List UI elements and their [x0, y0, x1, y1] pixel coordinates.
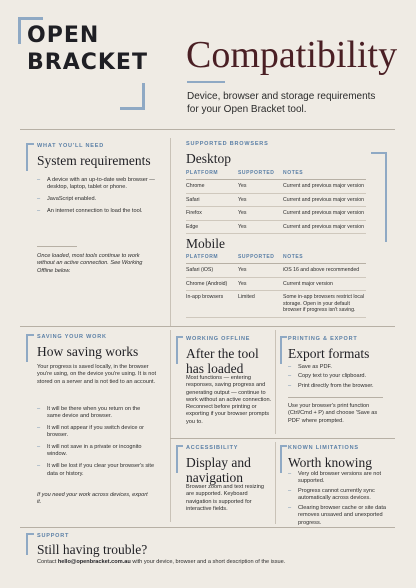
support-suffix: with your device, browser and a short description of the issue. [130, 559, 286, 565]
column-divider [170, 138, 171, 326]
column-header: NOTES [283, 168, 366, 180]
section-divider [170, 438, 395, 439]
list-item: – Very old browser versions are not supported. [288, 471, 388, 486]
table-cell: Current and previous major version [283, 193, 366, 207]
list-item: – It will not save in a private or incognito window. [37, 444, 155, 459]
requirements-list [37, 177, 155, 220]
column-divider [275, 330, 276, 434]
table-cell: Current and previous major version [283, 207, 366, 221]
table-cell: Chrome [186, 180, 238, 194]
section-bracket [371, 152, 387, 242]
section-bracket [26, 533, 34, 555]
table-cell: Limited [238, 291, 283, 318]
support-email-link[interactable]: hello@openbracket.com.au [57, 559, 131, 565]
section-divider [20, 326, 395, 327]
table-cell: In-app browsers [186, 291, 238, 318]
saving-title: How saving works [37, 344, 139, 359]
list-item: – It will be there when you return on the same device and browser. [37, 406, 155, 421]
table-cell: Yes [238, 220, 283, 234]
table-cell: Firefox [186, 207, 238, 221]
table-cell: Edge [186, 220, 238, 234]
table-row [186, 180, 366, 194]
list-item: – A device with an up-to-date web browser — desktop, laptop, tablet or phone. [37, 177, 155, 192]
section-bracket [26, 143, 34, 171]
column-header: PLATFORM [186, 168, 238, 180]
limitations-list [288, 471, 388, 530]
table-cell: Safari (iOS) [186, 264, 238, 278]
logo-bracket-bottom-right [120, 83, 145, 110]
header-divider [20, 129, 395, 130]
support-text [37, 559, 397, 566]
offline-title: After the tool has loaded [186, 346, 259, 376]
table-row [186, 220, 366, 234]
table-cell: Yes [238, 277, 283, 291]
export-list [288, 364, 388, 392]
list-item: – It will not appear if you switch device or browser. [37, 425, 155, 440]
table-row [186, 277, 366, 291]
table-cell: Yes [238, 264, 283, 278]
browsers-kicker: SUPPORTED BROWSERS [186, 141, 269, 147]
requirements-note: Once loaded, most tools continue to work without an active connection. See Working Offline below. [37, 253, 143, 274]
column-header: SUPPORTED [238, 168, 283, 180]
table-row [186, 193, 366, 207]
column-header: PLATFORM [186, 252, 238, 264]
list-item: – Copy text to your clipboard. [288, 373, 388, 380]
table-cell: Yes [238, 207, 283, 221]
section-bracket [176, 336, 183, 364]
saving-kicker: SAVING YOUR WORK [37, 334, 107, 340]
table-cell: Current and previous major version [283, 220, 366, 234]
saving-list [37, 406, 155, 482]
accessibility-kicker: ACCESSIBILITY [186, 445, 239, 451]
list-item: – It will be lost if you clear your browser's site data or history. [37, 463, 155, 478]
section-bracket [280, 445, 287, 473]
brand-line-2: BRACKET [27, 50, 148, 75]
export-kicker: PRINTING & EXPORT [288, 336, 358, 342]
support-kicker: SUPPORT [37, 533, 70, 539]
offline-body: Most functions — entering responses, saving progress and generating output — continue to work without an active connection. Reconnect before printing or exporting if your browser prompts you to. [186, 375, 272, 425]
mobile-title: Mobile [186, 236, 225, 251]
table-cell: Some in-app browsers restrict local storage. Open in your default browser if progress isn't saving. [283, 291, 366, 318]
table-cell: Chrome (Android) [186, 277, 238, 291]
table-row [186, 207, 366, 221]
brand-logo [27, 22, 148, 76]
list-item: – Progress cannot currently sync automatically across devices. [288, 488, 388, 503]
section-divider [20, 527, 395, 528]
requirements-kicker: WHAT YOU'LL NEED [37, 143, 104, 149]
list-item: – Print directly from the browser. [288, 383, 388, 390]
limitations-title: Worth knowing [288, 455, 373, 470]
requirements-title: System requirements [37, 153, 151, 168]
accessibility-body: Browser zoom and text resizing are supported. Keyboard navigation is supported for interactive fields. [186, 484, 265, 512]
support-title: Still having trouble? [37, 542, 148, 557]
section-bracket [280, 336, 287, 364]
export-note: Use your browser's print function (Ctrl/Cmd + P) and choose 'Save as PDF' where prompted. [288, 403, 378, 424]
limitations-kicker: KNOWN LIMITATIONS [288, 445, 359, 451]
desktop-browser-table [186, 168, 366, 234]
table-cell: Current and previous major version [283, 180, 366, 194]
requirements-note-rule [37, 246, 77, 247]
saving-note: If you need your work across devices, export it. [37, 492, 148, 506]
section-bracket [26, 334, 34, 362]
support-prefix: Contact [37, 559, 58, 565]
column-header: NOTES [283, 252, 366, 264]
desktop-title: Desktop [186, 151, 231, 166]
table-row [186, 291, 366, 318]
table-cell: iOS 16 and above recommended [283, 264, 366, 278]
offline-kicker: WORKING OFFLINE [186, 336, 251, 342]
list-item: – JavaScript enabled. [37, 196, 155, 203]
column-header: SUPPORTED [238, 252, 283, 264]
list-item: – Save as PDF. [288, 364, 388, 371]
page-subtitle: Device, browser and storage requirements for your Open Bracket tool. [187, 91, 376, 115]
table-cell: Yes [238, 180, 283, 194]
table-cell: Current major version [283, 277, 366, 291]
list-item: – Clearing browser cache or site data removes unsaved and unexported progress. [288, 505, 388, 527]
column-divider [170, 330, 171, 522]
export-note-rule [288, 397, 383, 398]
section-bracket [176, 445, 183, 473]
saving-intro: Your progress is saved locally, in the browser you're using, on the device you're using. It is not stored on a server and is not tied to an account. [37, 364, 157, 385]
table-cell: Yes [238, 193, 283, 207]
title-rule [187, 81, 225, 83]
column-divider [275, 442, 276, 524]
page-title: Compatibility [186, 34, 398, 76]
table-cell: Safari [186, 193, 238, 207]
export-title: Export formats [288, 346, 370, 361]
list-item: – An internet connection to load the tool. [37, 208, 155, 215]
accessibility-title: Display and navigation [186, 455, 251, 485]
table-row [186, 264, 366, 278]
mobile-browser-table [186, 252, 366, 318]
brand-line-1: OPEN [27, 23, 100, 48]
